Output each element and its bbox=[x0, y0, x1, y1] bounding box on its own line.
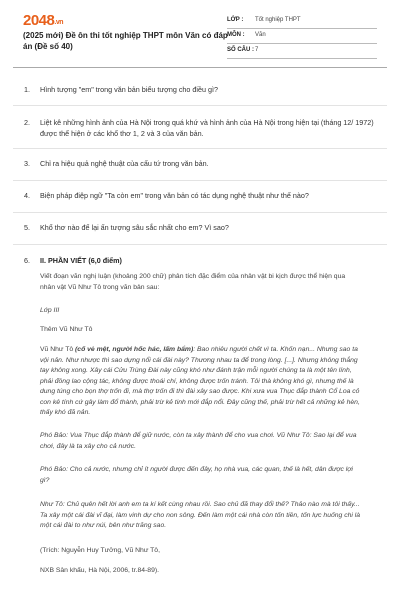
question-number: 2. bbox=[24, 118, 30, 127]
question-text: Khổ thơ nào để lại ấn tượng sâu sắc nhất cho em? Vì sao? bbox=[40, 223, 229, 232]
exam-title: (2025 mới) Đề ôn thi tốt nghiệp THPT môn Văn có đáp án (Đề số 40) bbox=[23, 31, 228, 51]
question-divider bbox=[13, 148, 387, 149]
question-number: 3. bbox=[24, 159, 30, 168]
question-divider bbox=[13, 180, 387, 181]
header-divider bbox=[13, 67, 387, 68]
dialogue-text: : Bao nhiêu người chết vì ta. Khốn nạn... Nhưng sao ta vội nản. Như nhược thì sao dựng nổi cái đài này? Thương nhau ta để trong lòng. [...]. Nhưng không thắng tay không xong. Xây cái Cửu Trùng Đài này cũng khó như đánh trận mỗi người chúng ta là một tên lính, phải đồng lao cộng tác, không được thoái chí, không được trốn tránh. Tôi thà không khó gì, nhưng thế là dung túng cho bọn thợ trốn đi, mà thợ trốn đi thì đài xây sao được. Khi xưa vua Thục đắp thành Cổ Loa cỏ con kê tính cứ gây làm đổ thành, phải trừ kẻ tinh mới đắp nổi. Đây cũng thế, phải trừ hết cả những kẻ hèn, thấy khó đã nản. bbox=[40, 346, 360, 416]
question-number: 5. bbox=[24, 223, 30, 232]
question-divider bbox=[13, 244, 387, 245]
section-title: II. PHẦN VIẾT (6,0 điểm) bbox=[40, 256, 122, 265]
meta-value: Văn bbox=[255, 32, 266, 38]
citation-line-2: NXB Sân khấu, Hà Nội, 2006, tr.84-89). bbox=[40, 567, 160, 574]
page-header bbox=[0, 0, 400, 63]
meta-row-subject bbox=[227, 29, 377, 44]
dialogue-pho-bao: Phó Bảo: Vua Thục đắp thành để giữ nước, còn ta xây thành để cho vua chơi. Vũ Như Tô: Sao lại để vua chơi, đây là ta xây cho cả nước. bbox=[40, 432, 357, 450]
logo-suffix: .vn bbox=[54, 19, 63, 26]
logo-text: 2048 bbox=[23, 12, 55, 29]
speaker-name: Vũ Như Tô bbox=[40, 346, 74, 353]
question-divider bbox=[13, 212, 387, 213]
question-text: Biện pháp điệp ngữ "Ta còn em" trong văn bản có tác dụng nghệ thuật như thế nào? bbox=[40, 191, 309, 200]
question-divider bbox=[13, 105, 387, 106]
meta-row-count bbox=[227, 44, 377, 59]
dialogue-pho-bao-2: Phó Bảo: Cho cả nước, nhưng chỉ ít người được đến đây, họ nhà vua, các quan, thế là hết, dân được lợi gì? bbox=[40, 466, 353, 484]
citation-line-1: (Trích: Nguyễn Huy Tưởng, Vũ Như Tô, bbox=[40, 547, 160, 554]
meta-value: Tốt nghiệp THPT bbox=[255, 17, 301, 23]
meta-key: SỐ CÂU : bbox=[227, 47, 254, 53]
exam-meta bbox=[227, 14, 377, 59]
question-text: Liệt kê những hình ảnh của Hà Nội trong quá khứ và hình ảnh của Hà Nội trong hiện tại (tháng 12/ 1972) được thể hiện ở các khổ thơ 1, 2 và 3 của văn bản. bbox=[40, 118, 374, 138]
question-text: Hình tượng "em" trong văn bản biểu tượng cho điều gì? bbox=[40, 85, 218, 94]
writing-prompt: Viết đoạn văn nghị luận (khoảng 200 chữ) phân tích đặc điểm của nhân vật bi kịch được thể hiện qua nhân vật Vũ Như Tô trong văn bản sau: bbox=[40, 273, 346, 291]
scene-label: Thêm Vũ Như Tô bbox=[40, 326, 93, 333]
question-text: Chỉ ra hiệu quả nghệ thuật của cấu tứ trong văn bản. bbox=[40, 159, 209, 168]
meta-row-grade bbox=[227, 14, 377, 29]
dialogue-nhu-to: Như Tô: Chủ quên hết lời anh em ta kí kết cùng nhau rồi. Sao chủ đã thay đổi thế? Thảo nào mà tôi thấy... Ta xây một cái đài vĩ đại, làm vinh dự cho non sông. Đến làm một cái nhà còn tốn tiền, tốn lực huống chi là một cái đài to như núi, bên như trăng sao. bbox=[40, 501, 361, 529]
meta-key: MÔN : bbox=[227, 32, 245, 38]
stage-direction: (cố vẻ mệt, người hốc hác, lấm bẩm) bbox=[75, 346, 194, 353]
question-number: 4. bbox=[24, 191, 30, 200]
question-number: 6. bbox=[24, 256, 30, 265]
meta-value: 7 bbox=[255, 47, 259, 53]
site-logo[interactable] bbox=[23, 12, 63, 29]
meta-key: LỚP : bbox=[227, 17, 244, 23]
act-label: Lớp III bbox=[40, 307, 60, 314]
question-number: 1. bbox=[24, 85, 30, 94]
dialogue-vu-nhu-to bbox=[40, 345, 362, 419]
